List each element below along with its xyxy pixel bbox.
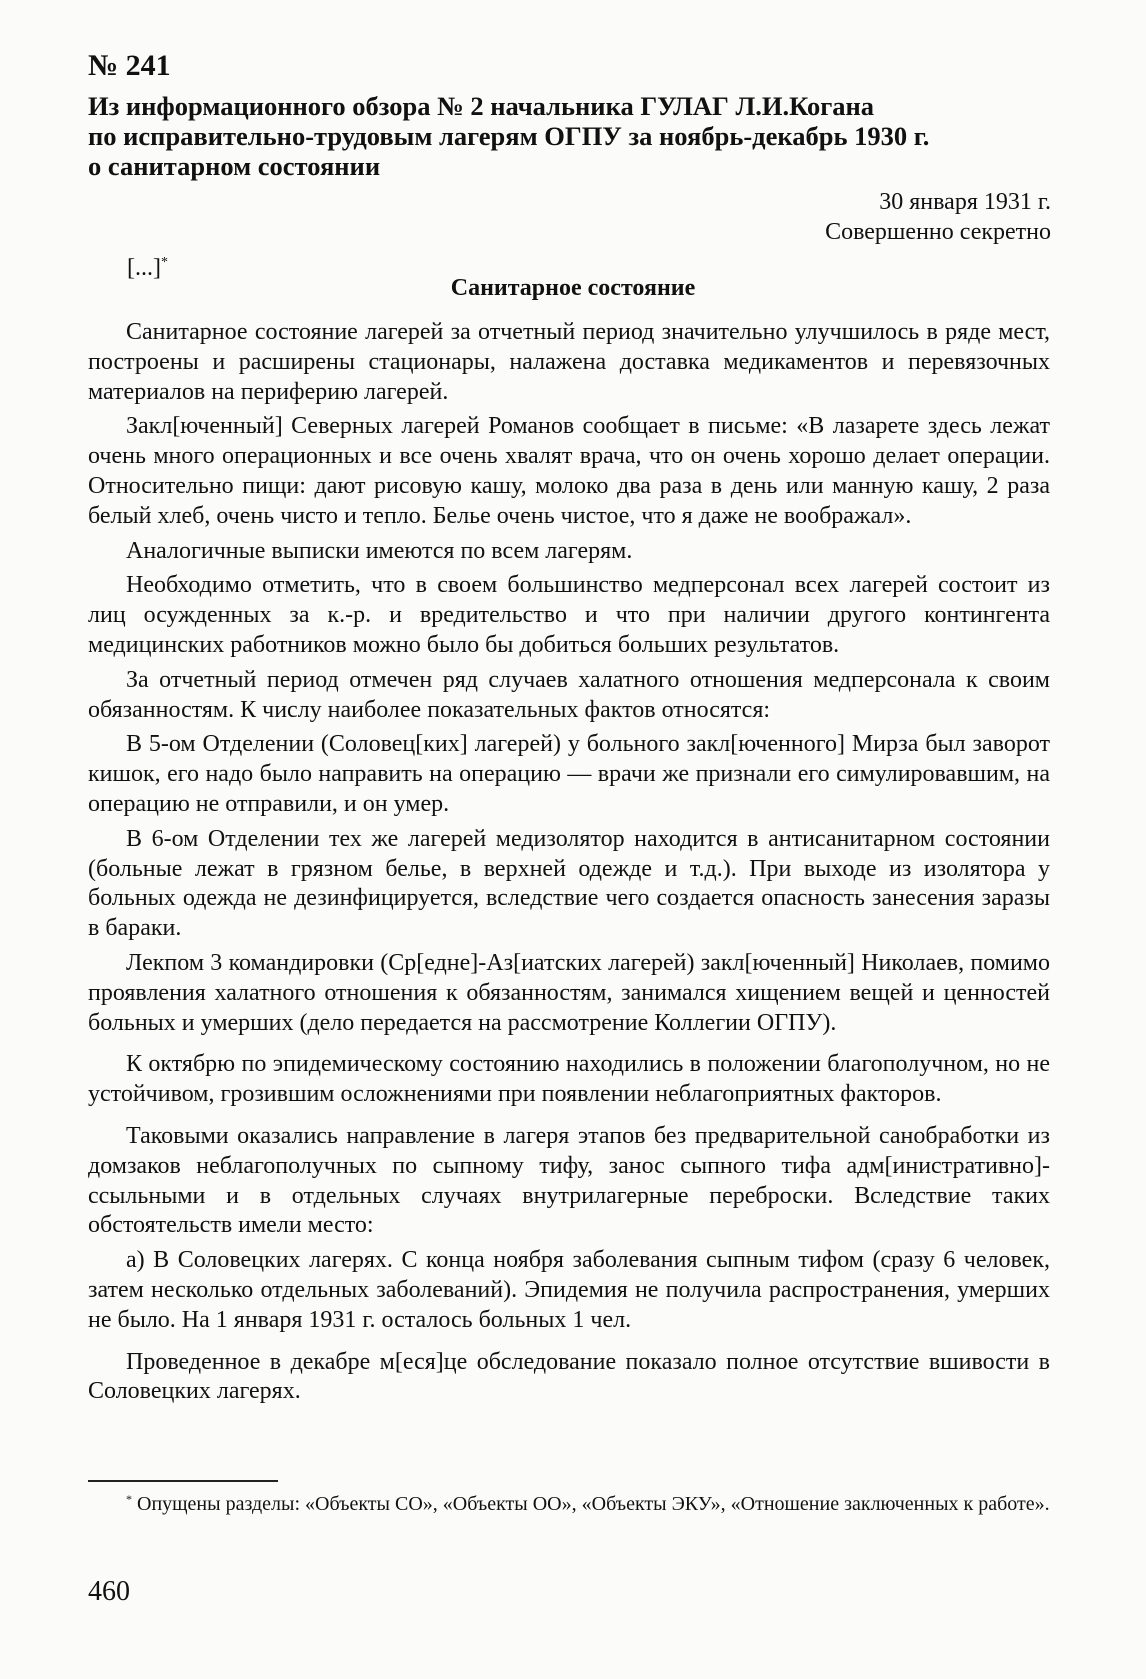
- paragraph: Необходимо отметить, что в своем большинство медперсонал всех лагерей состоит из лиц осужденных за к.-р. и вредительство и что при наличии другого контингента медицинских работников можно было бы добиться больших результатов.: [88, 572, 1050, 658]
- document-title: [88, 91, 1068, 181]
- paragraph: В 6-ом Отделении тех же лагерей медизолятор находится в антисанитарном состоянии (больные лежат в грязном белье, в верхней одежде и т.д.). При выходе из изолятора у больных одежда не дезинфицируется, вследствие чего создается опасность занесения заразы в бараки.: [88, 825, 1050, 942]
- paragraph: Санитарное состояние лагерей за отчетный период значительно улучшилось в ряде мест, построены и расширены стационары, налажена доставка медикаментов и перевязочных материалов на периферию лагерей.: [88, 319, 1050, 405]
- document-meta: [825, 187, 1051, 247]
- document-title-line: о санитарном состоянии: [88, 151, 381, 181]
- paragraph: Проведенное в декабре м[еся]це обследование показало полное отсутствие вшивости в Соловецких лагерях.: [88, 1348, 1050, 1405]
- footnote-reference: *: [160, 255, 168, 270]
- document-date: 30 января 1931 г.: [879, 189, 1051, 215]
- page-number: 460: [88, 1576, 130, 1607]
- document-title-line: Из информационного обзора № 2 начальника ГУЛАГ Л.И.Когана: [88, 91, 875, 121]
- paragraph: К октябрю по эпидемическому состоянию находились в положении благополучном, но не устойчивом, грозившим осложнениями при появлении неблагоприятных факторов.: [88, 1051, 1050, 1108]
- section-heading: Санитарное состояние: [450, 275, 696, 301]
- paragraph: За отчетный период отмечен ряд случаев халатного отношения медперсонала к своим обязанностям. К числу наиболее показательных фактов относятся:: [88, 666, 1050, 723]
- body-text: [88, 318, 1050, 1412]
- footnote: [88, 1486, 1050, 1517]
- paragraph: В 5-ом Отделении (Соловец[ких] лагерей) у больного закл[юченного] Мирза был заворот кишок, его надо было направить на операцию — врачи же признали его симулировавшим, на операцию не отправили, и он умер.: [88, 731, 1050, 817]
- footnote-divider: [88, 1480, 278, 1482]
- paragraph: Лекпом 3 командировки (Ср[едне]-Аз[иатских лагерей) закл[юченный] Николаев, помимо проявления халатного отношения к обязанностям, занимался хищением вещей и ценностей больных и умерших (дело передается на рассмотрение Коллегии ОГПУ).: [88, 949, 1050, 1036]
- paragraph: Аналогичные выписки имеются по всем лагерям.: [126, 537, 633, 564]
- omission-text: [...]: [127, 255, 161, 281]
- paragraph: Закл[юченный] Северных лагерей Романов сообщает в письме: «В лазарете здесь лежат очень много операционных и все очень хвалят врача, что он очень хорошо делает операции. Относительно пищи: дают рисовую кашу, молоко два раза в день или манную кашу, 2 раза белый хлеб, очень чисто и тепло. Белье очень чистое, что я даже не воображал».: [88, 413, 1050, 529]
- footnote-text: Опущены разделы: «Объекты СО», «Объекты ОО», «Объекты ЭКУ», «Отношение заключенных к работе».: [137, 1493, 1050, 1515]
- paragraph: а) В Соловецких лагерях. С конца ноября заболевания сыпным тифом (сразу 6 человек, затем несколько отдельных заболеваний). Эпидемия не получила распространения, умерших не было. На 1 января 1931 г. осталось больных 1 чел.: [88, 1247, 1050, 1333]
- paragraph: Таковыми оказались направление в лагеря этапов без предварительной санобработки из домзаков неблагополучных по сыпному тифу, занос сыпного тифа адм[инистративно]-ссыльными и в отдельных случаях внутрилагерные переброски. Вследствие таких обстоятельств имели место:: [88, 1122, 1050, 1239]
- document-number: № 241: [88, 49, 171, 82]
- document-title-line: по исправительно-трудовым лагерям ОГПУ за ноябрь-декабрь 1930 г.: [88, 121, 930, 151]
- classification-label: Совершенно секретно: [825, 219, 1051, 245]
- footnote-mark: *: [126, 1492, 132, 1506]
